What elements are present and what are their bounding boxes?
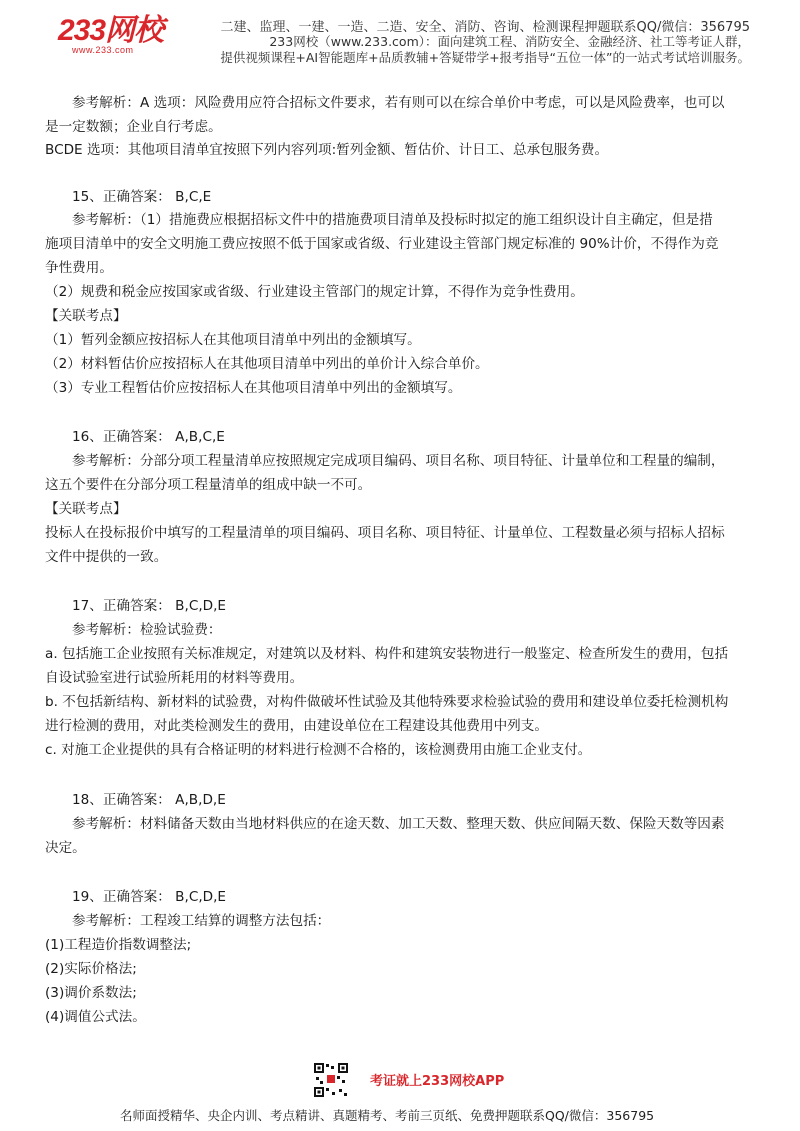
text-line: 自设试验室进行试验所耗用的材料等费用。 [45, 670, 304, 686]
brand-logo: 233网校 [58, 14, 164, 47]
text-line: （3）专业工程暂估价应按招标人在其他项目清单中列出的金额填写。 [45, 380, 462, 396]
text-line: (2)实际价格法; [45, 961, 137, 977]
header-service-line: 提供视频课程+AI智能题库+品质教辅+答疑带学+报考指导“五位一体”的一站式考试培训服务。 [220, 50, 750, 65]
text-line: 决定。 [45, 840, 86, 856]
header-intro-line: 233网校（www.233.com）：面向建筑工程、消防安全、金融经济、社工等考证人群， [269, 34, 750, 49]
text-line: 参考解析：检验试验费： [72, 622, 222, 638]
text-line: （2）规费和税金应按国家或省级、行业建设主管部门的规定计算，不得作为竞争性费用。 [45, 284, 584, 300]
qr-code-icon [313, 1062, 349, 1098]
text-line: 参考解析：材料储备天数由当地材料供应的在途天数、加工天数、整理天数、供应间隔天数、保险天数等因素 [72, 816, 725, 832]
answer-heading: 18、正确答案： A,B,D,E [72, 792, 226, 808]
related-points-heading: 【关联考点】 [45, 501, 127, 517]
answer-heading: 16、正确答案： A,B,C,E [72, 429, 225, 445]
text-line: 投标人在投标报价中填写的工程量清单的项目编码、项目名称、项目特征、计量单位、工程数量必须与招标人招标 [45, 525, 725, 541]
text-line: 争性费用。 [45, 260, 113, 276]
text-line: c. 对施工企业提供的具有合格证明的材料进行检测不合格的，该检测费用由施工企业支付。 [45, 742, 592, 758]
text-line: b. 不包括新结构、新材料的试验费，对构件做破坏性试验及其他特殊要求检验试验的费用和建设单位委托检测机构 [45, 694, 729, 710]
text-line: 文件中提供的一致。 [45, 549, 168, 565]
text-line: (3)调价系数法; [45, 985, 137, 1001]
footer-app-promo: 考证就上233网校APP [370, 1074, 505, 1089]
answer-heading: 17、正确答案： B,C,D,E [72, 598, 227, 614]
footer-contact-line: 名师面授精华、央企内训、考点精讲、真题精考、考前三页纸、免费押题联系QQ/微信：356795 [120, 1108, 655, 1123]
text-line: （1）暂列金额应按招标人在其他项目清单中列出的金额填写。 [45, 332, 421, 348]
text-line: (4)调值公式法。 [45, 1009, 146, 1025]
related-points-heading: 【关联考点】 [45, 308, 127, 324]
text-line: （2）材料暂估价应按招标人在其他项目清单中列出的单价计入综合单价。 [45, 356, 489, 372]
answer-heading: 19、正确答案： B,C,D,E [72, 889, 227, 905]
text-line: a. 包括施工企业按照有关标准规定，对建筑以及材料、构件和建筑安装物进行一般鉴定、检查所发生的费用，包括 [45, 646, 729, 662]
text-line: 参考解析：A 选项：风险费用应符合招标文件要求，若有则可以在综合单价中考虑，可以是风险费率，也可以 [72, 95, 725, 111]
text-line: 参考解析：（1）措施费应根据招标文件中的措施费项目清单及投标时拟定的施工组织设计自主确定，但是措 [72, 212, 713, 228]
text-line: 施项目清单中的安全文明施工费应按照不低于国家或省级、行业建设主管部门规定标准的 90%计价，不得作为竞 [45, 236, 719, 252]
text-line: 是一定数额；企业自行考虑。 [45, 119, 222, 135]
brand-logo-url: www.233.com [72, 45, 134, 55]
header-contact-line: 二建、监理、一建、一造、二造、安全、消防、咨询、检测课程押题联系QQ/微信：356795 [220, 20, 750, 35]
page-footer [0, 1062, 800, 1131]
text-line: 进行检测的费用，对此类检测发生的费用，由建设单位在工程建设其他费用中列支。 [45, 718, 548, 734]
text-line: 参考解析：分部分项工程量清单应按照规定完成项目编码、项目名称、项目特征、计量单位和工程量的编制， [72, 453, 725, 469]
text-line: BCDE 选项：其他项目清单宜按照下列内容列项:暂列金额、暂估价、计日工、总承包服务费。 [45, 142, 609, 158]
text-line: 这五个要件在分部分项工程量清单的组成中缺一不可。 [45, 477, 372, 493]
text-line: 参考解析：工程竣工结算的调整方法包括： [72, 913, 331, 929]
text-line: (1)工程造价指数调整法; [45, 937, 192, 953]
answer-heading: 15、正确答案： B,C,E [72, 189, 212, 205]
